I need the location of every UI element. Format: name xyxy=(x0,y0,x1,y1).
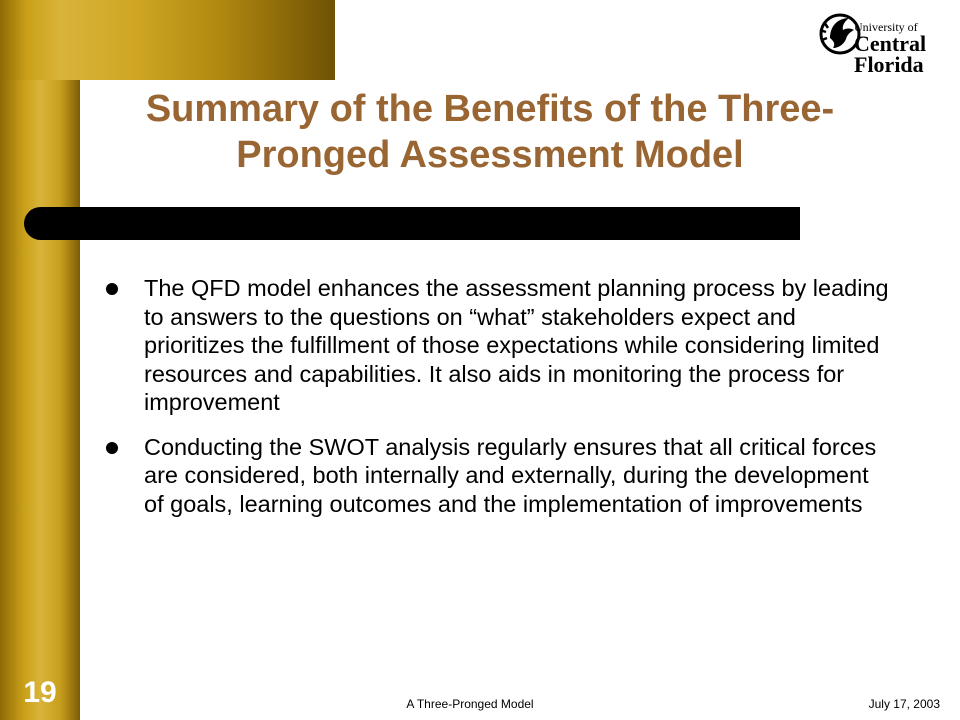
footer-date: July 17, 2003 xyxy=(868,697,940,711)
slide-title: Summary of the Benefits of the Three-Pronged Assessment Model xyxy=(145,88,835,176)
footer-title: A Three-Pronged Model xyxy=(406,697,534,711)
left-gold-bar xyxy=(0,0,80,720)
title-rule xyxy=(24,207,800,240)
bullet-text: Conducting the SWOT analysis regularly ensures that all critical forces are considered, both internally and externally, during the development of goals, learning outcomes and the implementation of improvements xyxy=(144,433,877,517)
bullet-item xyxy=(100,433,890,519)
bullet-text: The QFD model enhances the assessment planning process by leading to answers to the questions on “what” stakeholders expect and prioritizes the fulfillment of those expectations while considering limited resources and capabilities. It also aids in monitoring the process for improvement xyxy=(144,275,889,415)
bullet-item xyxy=(100,274,890,417)
ucf-logo xyxy=(818,4,950,90)
logo-central: Central xyxy=(854,31,927,56)
logo-florida: Florida xyxy=(854,52,924,77)
bullet-dot-icon xyxy=(106,283,118,295)
logo-university-of: University of xyxy=(854,20,918,34)
slide-number: 19 xyxy=(23,676,57,709)
bullet-list xyxy=(100,274,890,534)
top-gold-bar xyxy=(0,0,335,80)
bullet-dot-icon xyxy=(106,442,118,454)
